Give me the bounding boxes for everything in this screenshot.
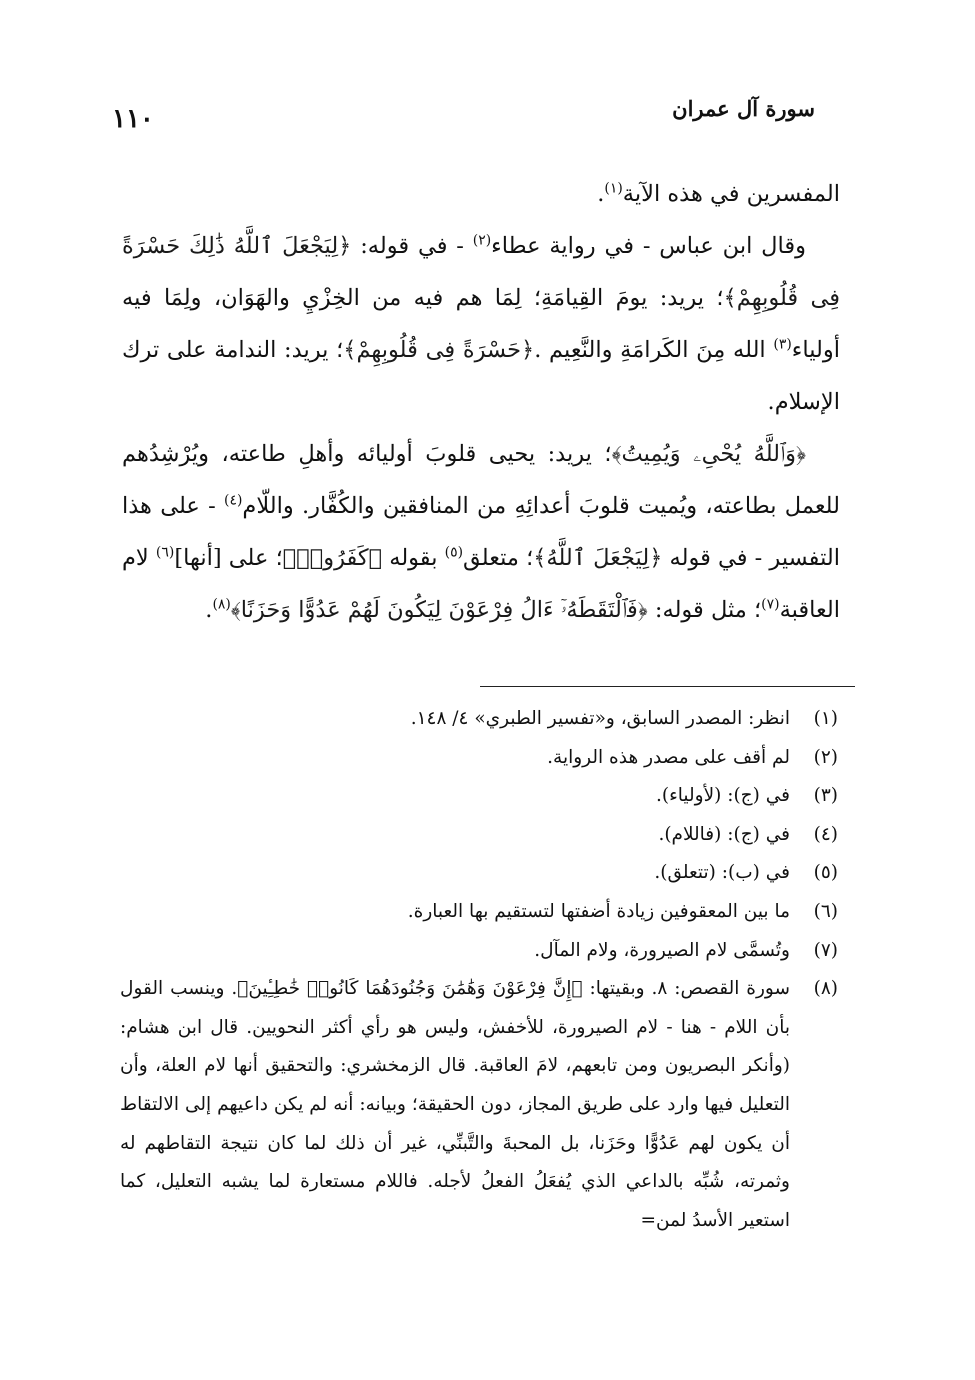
paragraph-1 — [122, 168, 840, 220]
paragraph-text: ؛ يريد: يحيى قلوبَ أوليائه وأهلِ طاعته، ويُرْشِدُهم للعمل بطاعته، ويُميت قلوبَ أعدائِهِ من المنافقين والكُفَّار. واللّام — [122, 441, 840, 519]
footnotes — [120, 700, 838, 1240]
footnote-item — [120, 932, 838, 971]
footnote-number: (٦) — [813, 900, 838, 922]
footnote-ref: (٥) — [444, 544, 464, 561]
footnote-number: (١) — [813, 708, 838, 729]
paragraph-text: ؛ يريد: يومَ القِيامَةِ؛ لِمَا هم فيه من الخِزْيِ والهَوَان، ولِمَا فيه أولياء — [122, 285, 840, 363]
footnote-number: (٥) — [813, 862, 838, 884]
footnote-ref: (٣) — [773, 336, 792, 353]
page-number: ١١٠ — [112, 104, 154, 134]
footnote-item — [120, 700, 838, 739]
footnote-ref: (٢) — [472, 232, 492, 249]
footnote-number: (٣) — [813, 785, 838, 807]
quran-quote: ﴿حَسْرَةً فِى قُلُوبِهِمْ﴾ — [343, 337, 535, 363]
paragraph-text: لام العاقبة — [122, 545, 840, 623]
footnote-list — [120, 700, 838, 1240]
paragraph-text: ؛ على [أنها] — [174, 545, 283, 571]
footnote-item — [120, 777, 838, 816]
paragraph-text: . — [597, 181, 605, 207]
paragraph-text: بقوله — [382, 545, 445, 571]
footnote-ref: (٤) — [223, 492, 243, 509]
footnote-ref: (١) — [604, 180, 623, 197]
paragraph-text: - في قوله: — [351, 233, 473, 259]
quran-quote: ﴿لِيَجْعَلَ ٱللَّهُ﴾ — [533, 545, 663, 571]
footnote-item — [120, 970, 838, 1240]
quran-quote: ﴿وَٱللَّهُ يُحْىِۦ وَيُمِيتُ﴾ — [611, 441, 807, 467]
paragraph-text: - على هذا التفسير - في قوله — [122, 493, 840, 571]
footnote-item — [120, 854, 838, 893]
footnote-number: (٨) — [813, 978, 838, 1000]
paragraph-2 — [122, 220, 840, 428]
footnote-ref: (٨) — [212, 596, 231, 613]
paragraph-text: . — [205, 597, 213, 623]
footnote-ref: (٧) — [761, 596, 780, 613]
footnote-text: سورة القصص: ٨. وبقيتها: ﴿إِنَّ فِرْعَوْنَ وَهَٰمَٰنَ وَجُنُودَهُمَا كَانُوا۟ خَٰطِـِٔينَ﴾. وينسب القول بأن اللام - هنا - لام الصيرورة، للأخفش، وليس هو رأي أكثر النحويين. قال ابن هشام: (وأنكر البصريون ومن تابعهم، لامَ العاقبة. قال الزمخشري: والتحقيق أنها لام العلة، وأن التعليل فيها وارد على طريق المجاز، دون الحقيقة؛ وبيانه: أنه لم يكن داعيهم إلى الالتقاط أن يكون لهم عَدُوًّا وحَزَنا، بل المحبةَ والتَّبنِّي، غير أن ذلك لما كان نتيجة التقاطهم له وثمرته، شُبِّه بالداعي الذي يُفعَلُ الفعلُ لأجله. فاللام مستعارة لما يشبه التعليل، كما استعير الأسدُ لمن= — [120, 978, 790, 1231]
footnote-item — [120, 816, 838, 855]
quran-quote: ﴿لِيَجْعَلَ ٱللَّهُ ذَٰلِكَ حَسْرَةً فِى قُلُوبِهِمْ﴾ — [122, 233, 841, 311]
footnote-ref: (٦) — [155, 544, 175, 561]
footnote-text: ما بين المعقوفين زيادة أضفتها لتستقيم بها العبارة. — [407, 900, 790, 922]
footnote-text: في (ج): (فاللام). — [658, 823, 790, 845]
quran-quote: ﴿كَفَرُوا۟﴾ — [282, 545, 383, 571]
paragraph-text: الله مِنَ الكَرامَةِ والنَّعِيم . — [534, 337, 774, 363]
running-header-surah-title: سورة آل عمران — [672, 96, 815, 121]
footnote-text: في (ج): (لأولياء). — [656, 785, 790, 807]
paragraph-text: وقال ابن عباس - في رواية عطاء — [491, 233, 806, 259]
footnote-item — [120, 739, 838, 778]
footnote-text: انظر: المصدر السابق، و«تفسير الطبري» ٤/ ١٤٨. — [410, 708, 790, 729]
footnote-number: (٢) — [813, 746, 838, 768]
footnote-number: (٧) — [813, 939, 838, 961]
paragraph-text: ؛ متعلق — [463, 545, 534, 571]
paragraph-text: ؛ يريد: الندامة على ترك الإسلام. — [122, 337, 840, 415]
quran-quote: ﴿فَٱلْتَقَطَهُۥٓ ءَالُ فِرْعَوْنَ لِيَكُونَ لَهُمْ عَدُوًّا وَحَزَنًا﴾ — [230, 597, 648, 623]
footnote-separator — [480, 686, 855, 687]
footnote-text: في (ب): (تتعلق). — [654, 862, 790, 884]
paragraph-text: ؛ مثل قوله: — [647, 597, 762, 623]
footnote-number: (٤) — [813, 823, 838, 845]
paragraph-3 — [122, 428, 840, 636]
footnote-text: وتُسمَّى لام الصيرورة، ولام المآل. — [534, 939, 790, 961]
footnote-item — [120, 893, 838, 932]
footnote-text: لم أقف على مصدر هذه الرواية. — [547, 746, 790, 768]
main-text — [122, 168, 840, 636]
paragraph-text: المفسرين في هذه الآية — [622, 181, 840, 207]
